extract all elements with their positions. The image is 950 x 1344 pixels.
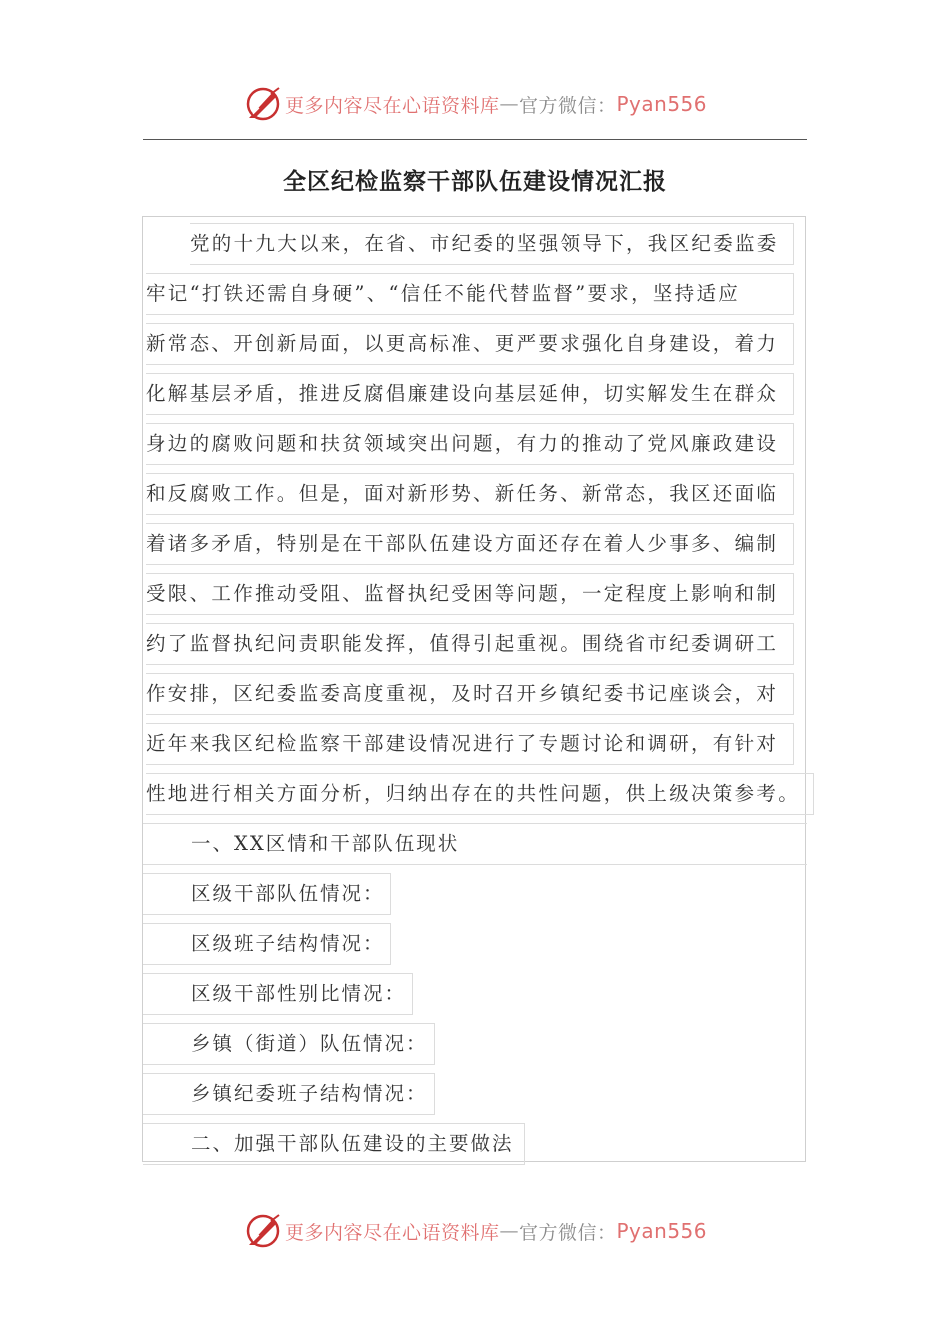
paragraph-line: 牢记“打铁还需自身硬”、“信任不能代替监督”要求，坚持适应 bbox=[146, 269, 794, 319]
document-title: 全区纪检监察干部队伍建设情况汇报 bbox=[283, 169, 667, 195]
quill-logo-icon bbox=[243, 1211, 283, 1251]
paragraph-line: 受限、工作推动受阻、监督执纪受困等问题，一定程度上影响和制 bbox=[146, 569, 794, 619]
list-item: 乡镇（街道）队伍情况： bbox=[143, 1019, 435, 1069]
paragraph-line: 近年来我区纪检监察干部建设情况进行了专题讨论和调研，有针对 bbox=[146, 719, 794, 769]
paragraph-line: 化解基层矛盾，推进反腐倡廉建设向基层延伸，切实解发生在群众 bbox=[146, 369, 794, 419]
wechat-id: Pyan556 bbox=[616, 1219, 708, 1243]
paragraph-line: 性地进行相关方面分析，归纳出存在的共性问题，供上级决策参考。 bbox=[146, 769, 814, 819]
wechat-id: Pyan556 bbox=[616, 92, 708, 116]
quill-logo-icon bbox=[243, 84, 283, 124]
promo-text: 更多内容尽在心语资料库 bbox=[284, 94, 500, 117]
banner-separator: — bbox=[499, 93, 519, 115]
paragraph-line: 作安排，区纪委监委高度重视，及时召开乡镇纪委书记座谈会，对 bbox=[146, 669, 794, 719]
wechat-label: 官方微信： bbox=[518, 94, 617, 117]
list-item: 区级干部队伍情况： bbox=[143, 869, 391, 919]
paragraph-line: 身边的腐败问题和扶贫领域突出问题，有力的推动了党风廉政建设 bbox=[146, 419, 794, 469]
list-item: 区级班子结构情况： bbox=[143, 919, 391, 969]
paragraph-line: 和反腐败工作。但是，面对新形势、新任务、新常态，我区还面临 bbox=[146, 469, 794, 519]
paragraph-line: 党的十九大以来，在省、市纪委的坚强领导下，我区纪委监委 bbox=[190, 219, 794, 269]
list-item: 乡镇纪委班子结构情况： bbox=[143, 1069, 435, 1119]
paragraph-line: 新常态、开创新局面，以更高标准、更严要求强化自身建设，着力 bbox=[146, 319, 794, 369]
header-divider bbox=[143, 139, 807, 140]
header-banner bbox=[0, 82, 950, 126]
paragraph-line: 约了监督执纪问责职能发挥，值得引起重视。围绕省市纪委调研工 bbox=[146, 619, 794, 669]
wechat-label: 官方微信： bbox=[518, 1221, 617, 1244]
banner-separator: — bbox=[499, 1220, 519, 1242]
promo-text: 更多内容尽在心语资料库 bbox=[284, 1221, 500, 1244]
section-heading-2: 二、加强干部队伍建设的主要做法 bbox=[143, 1119, 525, 1169]
list-item: 区级干部性别比情况： bbox=[143, 969, 413, 1019]
paragraph-line: 着诸多矛盾，特别是在干部队伍建设方面还存在着人少事多、编制 bbox=[146, 519, 794, 569]
footer-banner bbox=[0, 1209, 950, 1253]
section-heading-1: 一、XX区情和干部队伍现状 bbox=[143, 819, 807, 869]
